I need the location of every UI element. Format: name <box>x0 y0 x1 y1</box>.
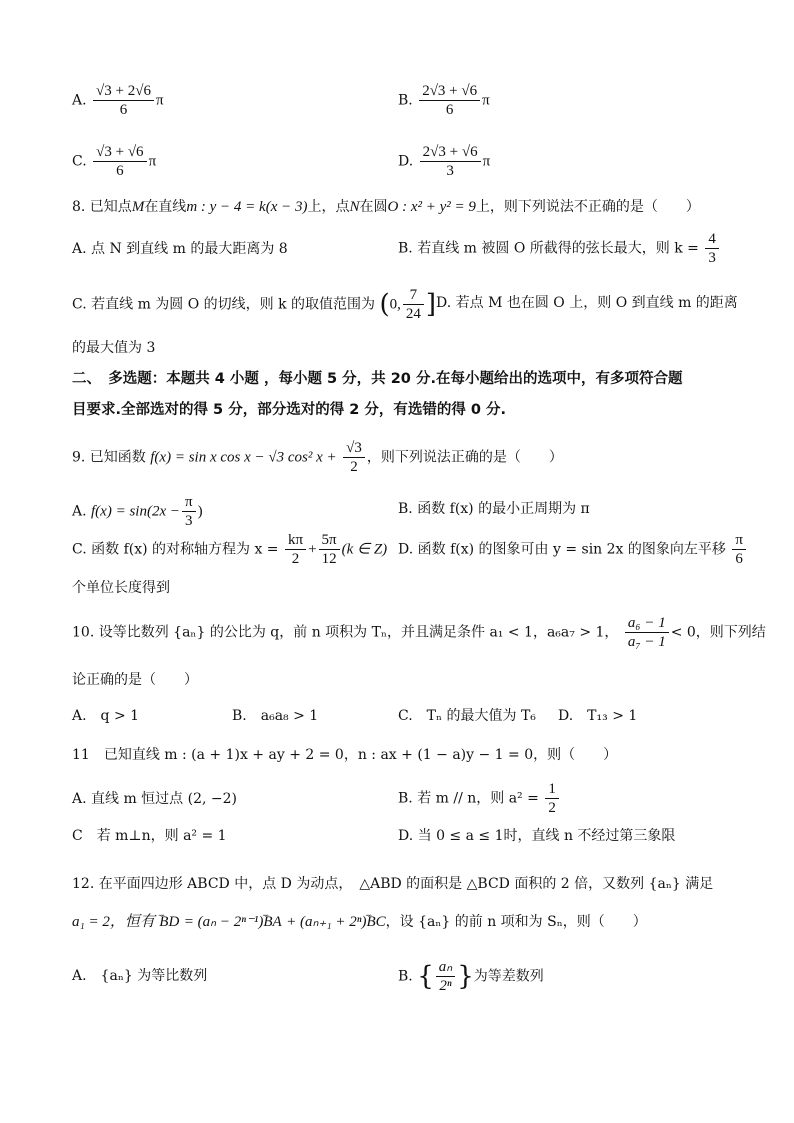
q9-option-d: D. 函数 f(x) 的图象可由 y = sin 2x 的图象向左平移 $\frac{\pi}{6}$ <box>398 531 748 568</box>
q9-option-c: C. 函数 f(x) 的对称轴方程为 x = $\frac{k\pi}{2}$ + $\frac{5\pi}{12}$ (k ∈ Z) <box>72 532 388 567</box>
q11-option-a: A. 直线 m 恒过点 (2, −2) <box>72 791 238 807</box>
q11-option-b: B. 若 m // n，则 a² = $\frac{1}{2}$ <box>398 780 561 817</box>
q10-option-b: B. a₆a₈ > 1 <box>232 708 319 724</box>
q8-c-fraction: $\frac{7}{24}$ <box>403 286 424 323</box>
q9-option-b: B. 函数 f(x) 的最小正周期为 π <box>398 501 590 517</box>
q11-b-fraction: $\frac{1}{2}$ <box>545 780 559 817</box>
q10-stem: 10. 设等比数列 {aₙ} 的公比为 q，前 n 项积为 Tₙ，并且满足条件 a₁ < 1，a₆a₇ > 1， $\frac{\text{a₆ − 1}}{\text{a₇ − 1}}$ < 0，则下列结 <box>72 615 766 650</box>
q8-option-b: B. 若直线 m 被圆 O 所截得的弦长最大，则 k = $\frac{4}{3}$ <box>398 230 721 267</box>
vector-bd: ꞈꞈꞈ BD <box>159 912 179 932</box>
q11-stem: 11 已知直线 m : (a + 1)x + ay + 2 = 0，n : ax + (1 − a)y − 1 = 0，则（ ） <box>72 747 618 763</box>
q12-stem-line1: 12. 在平面四边形 ABCD 中，点 D 为动点， △ABD 的面积是 △BCD 面积的 2 倍，又数列 {aₙ} 满足 <box>72 876 714 892</box>
q12-option-a: A. {aₙ} 为等比数列 <box>72 968 208 984</box>
q7-a-fraction: $\frac{√3 + 2√6}{6}$ <box>93 82 154 119</box>
q7-b-fraction: $\frac{2√3 + √6}{6}$ <box>419 82 480 119</box>
q12-option-b: B. { $\frac{\text{aₙ}}{\text{2ⁿ}}$ }为等差数列 <box>398 959 544 994</box>
section-2-heading-line1: 二、 多选题：本题共 4 小题 ，每小题 5 分，共 20 分.在每小题给出的选项中，有多项符合题 <box>72 371 683 387</box>
q11-option-c: C 若 m⊥n，则 a² = 1 <box>72 828 227 844</box>
q9-option-d-continued: 个单位长度得到 <box>72 580 170 596</box>
q10-stem-continued: 论正确的是（ ） <box>72 672 198 688</box>
vector-ba: ꞈꞈꞈ BA <box>263 912 281 932</box>
q8-stem: 8. 已知点M在直线m : y − 4 = k(x − 3)上，点N在圆O : x² + y² = 9上，则下列说法不正确的是（ ） <box>72 199 700 215</box>
q7-option-d: D. $\frac{2√3 + √6}{3}$ π <box>398 144 491 179</box>
q7-option-c: C. $\frac{√3 + √6}{6}$ π <box>72 144 157 179</box>
q7-d-fraction: $\frac{2√3 + √6}{3}$ <box>420 143 481 180</box>
q8-option-d-continued: 的最大值为 3 <box>72 340 156 356</box>
q9-option-a: A. f(x) = sin(2x − $\frac{\pi}{3}$ ) <box>72 494 203 529</box>
q10-option-a: A. q > 1 <box>72 708 140 724</box>
q10-option-c: C. Tₙ 的最大值为 T₆ <box>398 708 536 724</box>
q9-stem-fraction: $\frac{√3}{2}$ <box>343 439 365 476</box>
q7-option-a: A. $\frac{√3 + 2√6}{6}$ π <box>72 83 164 118</box>
q9-c-fraction-2: $\frac{5\pi}{12}$ <box>319 531 340 568</box>
q9-stem: 9. 已知函数 f(x) = sin x cos x − √3 cos² x + $\frac{√3}{2}$ ，则下列说法正确的是（ ） <box>72 440 563 475</box>
q7-c-fraction: $\frac{√3 + √6}{6}$ <box>93 143 146 180</box>
q7-option-b: B. $\frac{2√3 + √6}{6}$ π <box>398 83 490 118</box>
q8-option-c: C. 若直线 m 为圆 O 的切线，则 k 的取值范围为 (0, $\frac{7}{24}$ ] <box>72 287 437 322</box>
q11-option-d: D. 当 0 ≤ a ≤ 1时，直线 n 不经过第三象限 <box>398 828 676 844</box>
section-2-heading-line2: 目要求.全部选对的得 5 分，部分选对的得 2 分，有选错的得 0 分. <box>72 402 507 418</box>
q12-stem-line2: a₁ = 2，恒有 ꞈꞈꞈ BD = (aₙ − 2ⁿ⁻¹)ꞈꞈꞈ BA + (aₙ₊₁ + 2ⁿ)ꞈꞈꞈ BC，设 {aₙ} 的前 n 项和为 Sₙ，则（ ） <box>72 912 647 932</box>
q9-c-fraction-1: $\frac{k\pi}{2}$ <box>285 531 306 568</box>
vector-bc: ꞈꞈꞈ BC <box>366 912 385 932</box>
q10-stem-fraction: $\frac{\text{a₆ − 1}}{\text{a₇ − 1}}$ <box>625 614 669 651</box>
q8-b-fraction: $\frac{4}{3}$ <box>705 230 719 267</box>
q9-d-fraction: $\frac{\pi}{6}$ <box>732 531 746 568</box>
q12-b-fraction: $\frac{\text{aₙ}}{\text{2ⁿ}}$ <box>436 958 455 995</box>
q8-option-d: D. 若点 M 也在圆 O 上，则 O 到直线 m 的距离 <box>436 295 738 311</box>
q9-a-fraction: $\frac{\pi}{3}$ <box>182 493 196 530</box>
q8-option-a: A. 点 N 到直线 m 的最大距离为 8 <box>72 241 288 257</box>
q10-option-d: D. T₁₃ > 1 <box>558 708 638 724</box>
